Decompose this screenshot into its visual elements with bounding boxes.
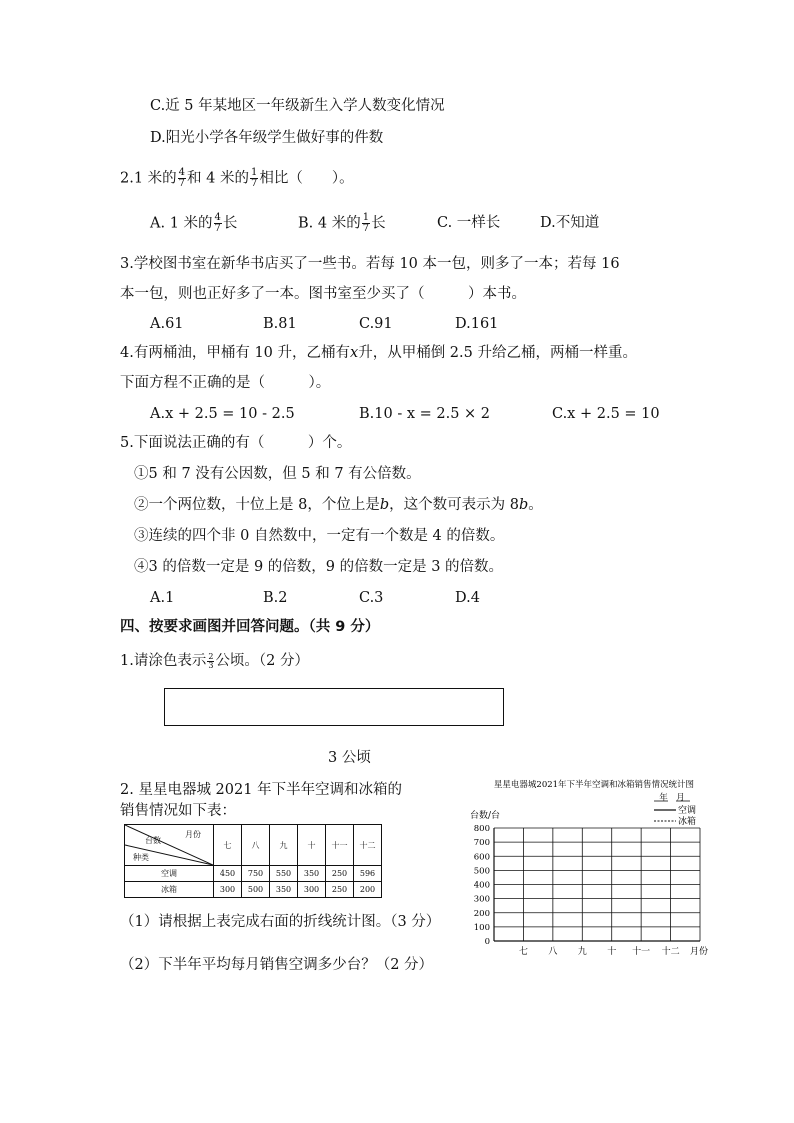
table-cell: 350 <box>298 866 326 882</box>
q5-statement-1: ①5 和 7 没有公因数，但 5 和 7 有公倍数。 <box>134 466 421 482</box>
chart-grid <box>494 828 700 941</box>
q3-option-a[interactable]: A.61 <box>150 316 184 332</box>
q4-line1: 4.有两桶油，甲桶有 10 升，乙桶有x升，从甲桶倒 2.5 升给乙桶，两桶一样重。 <box>120 345 637 361</box>
q4-option-a[interactable]: A.x + 2.5 = 10 - 2.5 <box>150 406 295 422</box>
table-row <box>125 882 382 898</box>
q2-option-b[interactable]: B. 4 米的 $\frac{1}{7}$ 长 <box>298 212 386 234</box>
q2-option-a-fraction: $\frac{4}{7}$ <box>214 212 221 234</box>
table-header-cell: 八 <box>242 825 270 866</box>
table-cell: 300 <box>298 882 326 898</box>
coloring-box[interactable] <box>164 688 504 726</box>
table-row <box>125 866 382 882</box>
corner-type-label: 种类 <box>133 853 149 862</box>
box-label: 3 公顷 <box>328 750 371 766</box>
x-axis-title: 月份 <box>690 947 709 957</box>
chart-date-line: 年 月 <box>659 793 685 803</box>
legend-label-fridge: 冰箱 <box>678 817 697 827</box>
table-header-row <box>125 825 382 866</box>
table-cell: 596 <box>354 866 382 882</box>
y-tick-labels <box>474 824 490 947</box>
q2-fraction-2: $\frac{1}{7}$ <box>251 167 258 189</box>
table-cell: 750 <box>242 866 270 882</box>
table-cell: 300 <box>214 882 242 898</box>
y-tick-label: 300 <box>473 894 490 905</box>
q4-option-c[interactable]: C.x + 2.5 = 10 <box>552 406 660 422</box>
corner-count-label: 台数 <box>145 836 161 845</box>
table-row-label: 冰箱 <box>125 882 214 898</box>
table-row-label: 空调 <box>125 866 214 882</box>
x-tick-labels <box>519 945 680 957</box>
q2-option-a[interactable]: A. 1 米的 $\frac{4}{7}$ 长 <box>150 212 238 234</box>
y-tick-label: 800 <box>473 824 490 834</box>
q5-option-c[interactable]: C.3 <box>359 590 384 606</box>
y-tick-label: 100 <box>473 922 490 933</box>
q3-option-b[interactable]: B.81 <box>263 316 297 332</box>
x-tick-label: 九 <box>577 947 587 957</box>
y-tick-label: 700 <box>473 838 490 849</box>
y-tick-label: 400 <box>473 880 490 891</box>
q2-stem-c: 相比（ ）。 <box>259 170 354 187</box>
q2-option-b-fraction: $\frac{1}{7}$ <box>362 212 370 234</box>
part1-fraction: $\frac{2}{3}$ <box>208 651 214 670</box>
sales-table <box>124 824 382 898</box>
x-tick-label: 十二 <box>661 947 680 957</box>
q4-variable-x: x <box>350 345 359 361</box>
table-cell: 550 <box>270 866 298 882</box>
part2-line2: 销售情况如下表： <box>120 803 236 819</box>
q5-option-a[interactable]: A.1 <box>150 590 175 606</box>
y-axis-title: 台数/台 <box>470 811 501 821</box>
q5-statement-2: ②一个两位数，十位上是 8，个位上是b，这个数可表示为 8b。 <box>134 497 543 513</box>
sub-question-2: （2）下半年平均每月销售空调多少台？（2 分） <box>120 957 434 973</box>
q4-option-b[interactable]: B.10 - x = 2.5 × 2 <box>359 406 491 422</box>
q2-option-c[interactable]: C. 一样长 <box>437 215 501 231</box>
table-header-cell: 七 <box>214 825 242 866</box>
q2-fraction-1: $\frac{4}{7}$ <box>178 167 186 189</box>
table-cell: 350 <box>270 882 298 898</box>
q5-statement-3: ③连续的四个非 0 自然数中，一定有一个数是 4 的倍数。 <box>134 528 505 544</box>
section4-part1: 1.请涂色表示 $\frac{2}{3}$ 公顷。（2 分） <box>120 651 310 670</box>
legend-label-aircon: 空调 <box>678 806 697 816</box>
section4-heading: 四、按要求画图并回答问题。（共 9 分） <box>120 619 380 635</box>
q5-stem: 5.下面说法正确的有（ ）个。 <box>120 435 352 451</box>
y-tick-label: 0 <box>484 937 490 947</box>
q2-stem-b: 和 4 米的 <box>187 170 249 187</box>
chart-title: 星星电器城2021年下半年空调和冰箱销售情况统计图 <box>493 780 695 790</box>
y-tick-label: 600 <box>473 852 490 863</box>
y-tick-label: 500 <box>473 866 490 877</box>
x-tick-label: 八 <box>548 947 558 957</box>
q3-option-d[interactable]: D.161 <box>455 316 499 332</box>
q5-option-b[interactable]: B.2 <box>263 590 288 606</box>
table-cell: 450 <box>214 866 242 882</box>
q1-option-d[interactable]: D.阳光小学各年级学生做好事的件数 <box>150 130 384 146</box>
x-tick-label: 十 <box>607 947 617 957</box>
table-corner-cell <box>125 825 214 866</box>
q4-line2: 下面方程不正确的是（ ）。 <box>120 375 331 391</box>
table-header-cell: 十二 <box>354 825 382 866</box>
part2-line1: 2. 星星电器城 2021 年下半年空调和冰箱的 <box>120 782 403 798</box>
table-header-cell: 十一 <box>326 825 354 866</box>
q5-option-d[interactable]: D.4 <box>455 590 480 606</box>
q2-option-d[interactable]: D.不知道 <box>540 215 600 231</box>
q2-stem-a: 2.1 米的 <box>120 170 177 187</box>
sub-question-1: （1）请根据上表完成右面的折线统计图。（3 分） <box>120 914 441 930</box>
corner-month-label: 月份 <box>185 830 201 839</box>
y-tick-label: 200 <box>473 908 490 919</box>
table-cell: 250 <box>326 866 354 882</box>
line-chart <box>454 774 734 960</box>
q3-line1: 3.学校图书室在新华书店买了一些书。若每 10 本一包，则多了一本；若每 16 <box>120 256 620 272</box>
table-header-cell: 十 <box>298 825 326 866</box>
q5-statement-4: ④3 的倍数一定是 9 的倍数，9 的倍数一定是 3 的倍数。 <box>134 559 504 575</box>
table-cell: 200 <box>354 882 382 898</box>
q3-option-c[interactable]: C.91 <box>359 316 393 332</box>
x-tick-label: 十一 <box>632 947 651 957</box>
q2-stem <box>120 168 354 189</box>
x-tick-label: 七 <box>518 947 528 957</box>
table-cell: 500 <box>242 882 270 898</box>
q3-line2: 本一包，则也正好多了一本。图书室至少买了（ ）本书。 <box>120 286 526 302</box>
q1-option-c[interactable]: C.近 5 年某地区一年级新生入学人数变化情况 <box>150 98 445 114</box>
table-cell: 250 <box>326 882 354 898</box>
table-header-cell: 九 <box>270 825 298 866</box>
